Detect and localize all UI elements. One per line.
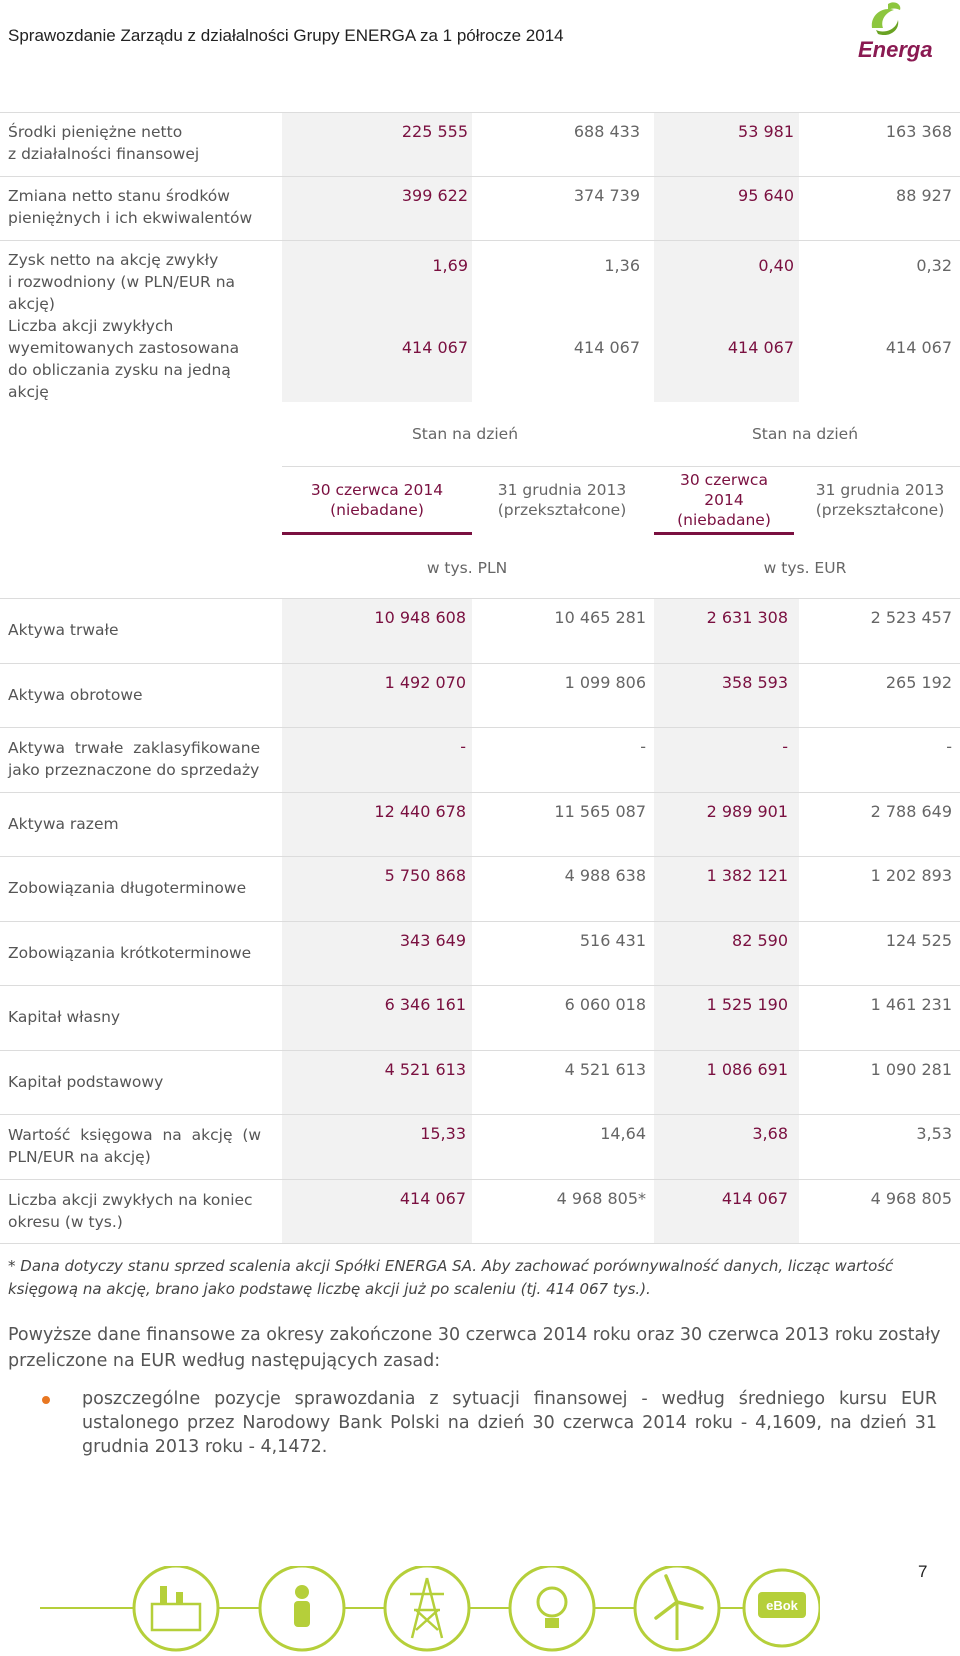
cell-value: - xyxy=(782,737,788,756)
cell-value: 6 060 018 xyxy=(564,995,646,1014)
cell-value: 5 750 868 xyxy=(384,866,466,885)
cell-value: 225 555 xyxy=(401,122,468,141)
cell-value: 1 202 893 xyxy=(870,866,952,885)
cell-value: 4 521 613 xyxy=(384,1060,466,1079)
cell-value: - xyxy=(640,737,646,756)
cell-value: 414 067 xyxy=(399,1189,466,1208)
cell-value: 3,68 xyxy=(752,1124,788,1143)
body-paragraph: Powyższe dane finansowe za okresy zakończone 30 czerwca 2014 roku oraz 30 czerwca 2013 roku zostały przeliczone na EUR według następujących zasad: xyxy=(8,1325,941,1371)
cell-value: 82 590 xyxy=(732,931,788,950)
cell-value: 11 565 087 xyxy=(554,802,646,821)
cell-value: 4 968 805* xyxy=(556,1189,646,1208)
column-header-31-12-2013-pln: 31 grudnia 2013 (przekształcone) xyxy=(497,481,627,519)
row-label: Kapitał własny xyxy=(8,1008,121,1026)
footer-icon-strip xyxy=(40,1566,820,1656)
cell-value: 358 593 xyxy=(721,673,788,692)
footnote: * Dana dotyczy stanu sprzed scalenia akcji Spółki ENERGA SA. Aby zachować porównywalność danych, licząc wartość księgową na akcję, brano jako podstawę liczbę akcji już po scaleniu (tj. 414 067 tys.). xyxy=(8,1257,894,1298)
cell-value: 15,33 xyxy=(420,1124,466,1143)
table-row xyxy=(0,856,960,921)
row-label: Kapitał podstawowy xyxy=(8,1073,164,1091)
table-row xyxy=(0,306,960,402)
cell-value: 88 927 xyxy=(896,186,952,205)
cell-value: 399 622 xyxy=(401,186,468,205)
row-label: Aktywa trwałe zaklasyfikowane jako przeznaczone do sprzedaży xyxy=(8,739,261,779)
cell-value: 163 368 xyxy=(885,122,952,141)
table-row xyxy=(0,1114,960,1179)
cell-value: 2 523 457 xyxy=(870,608,952,627)
cell-value: - xyxy=(946,737,952,756)
row-label: Aktywa obrotowe xyxy=(8,686,143,704)
table-row xyxy=(0,792,960,857)
row-label: Liczba akcji zwykłych na koniec okresu (w tys.) xyxy=(8,1191,253,1231)
cell-value: 343 649 xyxy=(399,931,466,950)
column-header-30-06-2014-eur: 30 czerwca 2014 (niebadane) xyxy=(677,471,771,529)
table-row xyxy=(0,176,960,240)
cell-value: 124 525 xyxy=(885,931,952,950)
ebook-icon xyxy=(744,1570,820,1646)
row-label: Liczba akcji zwykłych wyemitowanych zastosowana do obliczania zysku na jedną akcję xyxy=(8,317,240,401)
cell-value: 12 440 678 xyxy=(374,802,466,821)
row-label: Zobowiązania krótkoterminowe xyxy=(8,944,252,962)
cell-value: 1 461 231 xyxy=(870,995,952,1014)
cell-value: 10 465 281 xyxy=(554,608,646,627)
cell-value: 414 067 xyxy=(721,1189,788,1208)
cell-value: 1,69 xyxy=(432,256,468,275)
cell-value: 14,64 xyxy=(600,1124,646,1143)
table-row xyxy=(0,921,960,986)
group-header-eur: Stan na dzień xyxy=(751,425,859,443)
row-label: Aktywa razem xyxy=(8,815,119,833)
table-row xyxy=(0,112,960,176)
row-label: Wartość księgowa na akcję (w PLN/EUR na akcję) xyxy=(8,1126,262,1166)
table-row xyxy=(0,240,960,313)
row-label: Środki pieniężne netto z działalności finansowej xyxy=(8,123,200,163)
lightbulb-icon xyxy=(510,1566,594,1650)
cell-value: 265 192 xyxy=(885,673,952,692)
cell-value: 10 948 608 xyxy=(374,608,466,627)
bullet-item: poszczególne pozycje sprawozdania z sytuacji finansowej - według średniego kursu EUR ustalonego przez Narodowy Bank Polski na dzień 30 czerwca 2014 roku - 4,1609, na dzień 31 grudnia 2013 roku - 4,1472. xyxy=(82,1389,937,1457)
cell-value: 1 086 691 xyxy=(706,1060,788,1079)
cell-value: 0,40 xyxy=(758,256,794,275)
cell-value: 1 492 070 xyxy=(384,673,466,692)
row-label: Zmiana netto stanu środków pieniężnych i ich ekwiwalentów xyxy=(8,187,253,227)
unit-label-eur: w tys. EUR xyxy=(763,559,847,577)
factory-icon xyxy=(134,1566,218,1650)
cell-value: 1 382 121 xyxy=(706,866,788,885)
cell-value: 53 981 xyxy=(738,122,794,141)
power-pylon-icon xyxy=(385,1566,469,1650)
cell-value: 1,36 xyxy=(604,256,640,275)
group-header-pln: Stan na dzień xyxy=(411,425,519,443)
cell-value: 2 631 308 xyxy=(706,608,788,627)
table-row xyxy=(0,1179,960,1244)
table-row xyxy=(0,598,960,663)
row-label: Zobowiązania długoterminowe xyxy=(8,879,247,897)
table-row xyxy=(0,1050,960,1115)
bullet-marker xyxy=(42,1396,50,1404)
row-label: Zysk netto na akcję zwykły i rozwodniony (w PLN/EUR na akcję) xyxy=(8,251,236,313)
cell-value: 4 521 613 xyxy=(564,1060,646,1079)
wind-turbine-icon xyxy=(635,1566,719,1650)
column-header-30-06-2014-pln: 30 czerwca 2014 (niebadane) xyxy=(310,481,444,519)
cell-value: 1 099 806 xyxy=(564,673,646,692)
cell-value: 516 431 xyxy=(579,931,646,950)
cell-value: 688 433 xyxy=(573,122,640,141)
ebook-label: eBok xyxy=(766,1598,798,1613)
cell-value: 2 989 901 xyxy=(706,802,788,821)
cell-value: 414 067 xyxy=(727,338,794,357)
cell-value: 2 788 649 xyxy=(870,802,952,821)
row-label: Aktywa trwałe xyxy=(8,621,119,639)
table-row xyxy=(0,727,960,792)
table-row xyxy=(0,663,960,728)
column-header-31-12-2013-eur: 31 grudnia 2013 (przekształcone) xyxy=(815,481,945,519)
cell-value: 414 067 xyxy=(573,338,640,357)
cell-value: 4 968 805 xyxy=(870,1189,952,1208)
cell-value: 414 067 xyxy=(401,338,468,357)
cell-value: 374 739 xyxy=(573,186,640,205)
cell-value: 6 346 161 xyxy=(384,995,466,1014)
page-number: 7 xyxy=(918,1562,928,1581)
cell-value: 1 090 281 xyxy=(870,1060,952,1079)
cell-value: 4 988 638 xyxy=(564,866,646,885)
energa-logo-text: Energa xyxy=(858,37,933,62)
cell-value: 1 525 190 xyxy=(706,995,788,1014)
cell-value: 414 067 xyxy=(885,338,952,357)
cell-value: - xyxy=(460,737,466,756)
cell-value: 95 640 xyxy=(738,186,794,205)
table-row xyxy=(0,985,960,1050)
cell-value: 0,32 xyxy=(916,256,952,275)
cell-value: 3,53 xyxy=(916,1124,952,1143)
unit-label-pln: w tys. PLN xyxy=(426,559,508,577)
worker-icon xyxy=(260,1566,344,1650)
document-header-title: Sprawozdanie Zarządu z działalności Grupy ENERGA za 1 półrocze 2014 xyxy=(8,26,564,45)
